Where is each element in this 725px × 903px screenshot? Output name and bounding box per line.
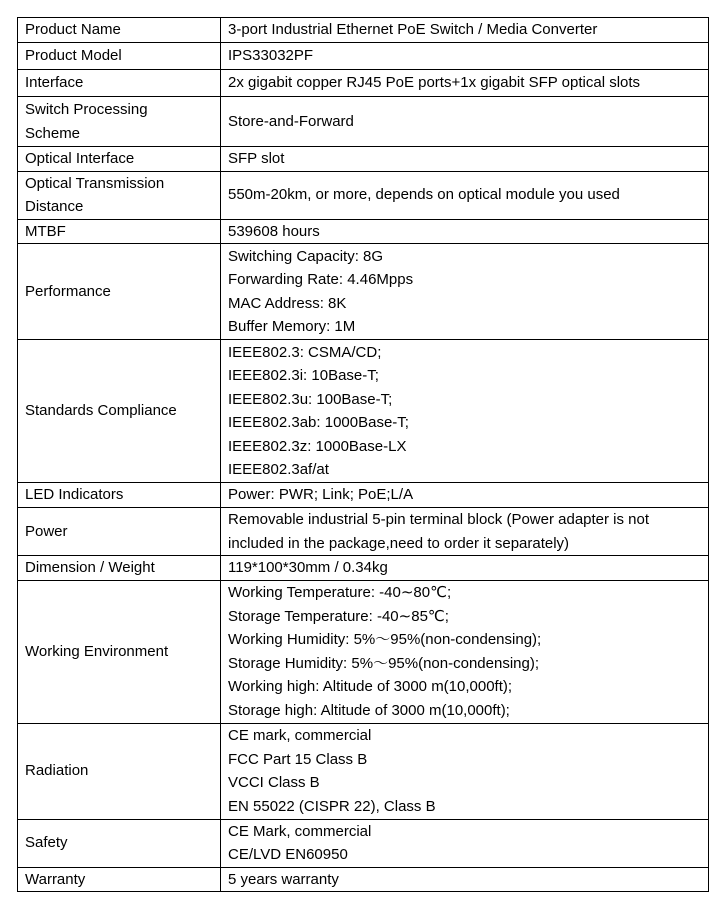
spec-value: [221, 723, 709, 819]
spec-value-line: included in the package,need to order it separately): [228, 534, 570, 552]
spec-label: [18, 867, 221, 892]
spec-label-text: Distance: [25, 198, 84, 215]
spec-label-text: Interface: [25, 74, 84, 92]
spec-label: [18, 97, 221, 147]
spec-value: [221, 819, 709, 867]
table-row: [18, 70, 709, 97]
table-row: [18, 340, 709, 483]
spec-value: [221, 244, 709, 340]
spec-value: [221, 483, 709, 508]
spec-label: [18, 70, 221, 97]
spec-value-line: Working Temperature: -40∼80℃;: [228, 584, 452, 601]
spec-label-text: Warranty: [25, 870, 86, 888]
spec-value: [221, 70, 709, 97]
spec-label-text: Dimension / Weight: [25, 559, 155, 576]
spec-label-text: LED Indicators: [25, 486, 124, 504]
spec-value: [221, 147, 709, 172]
spec-value-line: FCC Part 15 Class B: [228, 750, 368, 768]
table-row: [18, 483, 709, 508]
table-row: [18, 867, 709, 892]
spec-label-text: Performance: [25, 282, 111, 300]
spec-label-text: Standards Compliance: [25, 402, 177, 420]
spec-value: [221, 556, 709, 581]
spec-label: [18, 819, 221, 867]
spec-value-line: IPS33032PF: [228, 47, 314, 65]
table-row: [18, 244, 709, 340]
spec-value-line: EN 55022 (CISPR 22), Class B: [228, 797, 436, 815]
spec-value-line: IEEE802.3: CSMA/CD;: [228, 343, 382, 361]
spec-value: [221, 340, 709, 483]
table-row: [18, 171, 709, 219]
table-row: [18, 97, 709, 147]
spec-value-line: Store-and-Forward: [228, 112, 354, 130]
spec-value-line: CE/LVD EN60950: [228, 846, 348, 863]
spec-value-line: MAC Address: 8K: [228, 294, 347, 312]
table-row: [18, 219, 709, 244]
spec-value-line: IEEE802.3u: 100Base-T;: [228, 390, 393, 408]
table-row: [18, 147, 709, 172]
spec-label: [18, 508, 221, 556]
spec-label: [18, 556, 221, 581]
spec-value-line: Working high: Altitude of 3000 m(10,000ft);: [228, 678, 513, 695]
table-row: [18, 819, 709, 867]
spec-value: [221, 867, 709, 892]
spec-label: [18, 244, 221, 340]
spec-label: [18, 723, 221, 819]
table-row: [18, 580, 709, 723]
spec-value-line: IEEE802.3i: 10Base-T;: [228, 367, 379, 384]
spec-label-text: Safety: [25, 834, 68, 852]
spec-label-text: Optical Transmission: [25, 174, 165, 192]
spec-label: [18, 18, 221, 43]
spec-table: [17, 17, 709, 892]
spec-value-line: CE Mark, commercial: [228, 822, 372, 840]
spec-label-text: Working Environment: [25, 642, 169, 660]
spec-value-line: Removable industrial 5-pin terminal block (Power adapter is not: [228, 511, 650, 528]
spec-label-text: Product Name: [25, 21, 121, 39]
spec-value: [221, 18, 709, 43]
spec-value: [221, 43, 709, 70]
table-row: [18, 508, 709, 556]
spec-label: [18, 483, 221, 508]
spec-value: [221, 97, 709, 147]
spec-value-line: 539608 hours: [228, 222, 320, 240]
spec-value: [221, 508, 709, 556]
spec-label-text: Scheme: [25, 124, 81, 142]
spec-label: [18, 171, 221, 219]
spec-value: [221, 580, 709, 723]
spec-value-line: 550m-20km, or more, depends on optical module you used: [228, 186, 620, 204]
table-row: [18, 18, 709, 43]
spec-value-line: Working Humidity: 5%～95%(non-condensing);: [228, 631, 542, 648]
spec-label-text: Product Model: [25, 47, 122, 65]
table-row: [18, 723, 709, 819]
spec-value-line: CE mark, commercial: [228, 727, 372, 744]
spec-value-line: Forwarding Rate: 4.46Mpps: [228, 271, 414, 288]
spec-label-text: Optical Interface: [25, 150, 135, 167]
spec-value-line: 5 years warranty: [228, 870, 339, 888]
spec-value-line: Storage high: Altitude of 3000 m(10,000ft);: [228, 701, 510, 719]
spec-value-line: 119*100*30mm / 0.34kg: [228, 559, 388, 576]
table-row: [18, 556, 709, 581]
spec-value-line: IEEE802.3z: 1000Base-LX: [228, 437, 407, 455]
spec-label: [18, 147, 221, 172]
spec-label-text: Switch Processing: [25, 101, 148, 118]
spec-label: [18, 340, 221, 483]
spec-value-line: Power: PWR; Link; PoE;L/A: [228, 486, 414, 504]
spec-value: [221, 171, 709, 219]
spec-value-line: IEEE802.3af/at: [228, 461, 329, 478]
table-row: [18, 43, 709, 70]
spec-label-text: Power: [25, 522, 68, 540]
spec-label-text: MTBF: [25, 222, 66, 240]
spec-value-line: Buffer Memory: 1M: [228, 318, 356, 335]
spec-value-line: 3-port Industrial Ethernet PoE Switch / Media Converter: [228, 21, 598, 39]
spec-value-line: VCCI Class B: [228, 774, 320, 791]
spec-value-line: Storage Humidity: 5%～95%(non-condensing);: [228, 654, 539, 672]
spec-value-line: SFP slot: [228, 150, 285, 167]
spec-value: [221, 219, 709, 244]
spec-label: [18, 43, 221, 70]
spec-label: [18, 580, 221, 723]
spec-value-line: Storage Temperature: -40∼85℃;: [228, 607, 449, 625]
spec-value-line: Switching Capacity: 8G: [228, 247, 384, 265]
spec-value-line: 2x gigabit copper RJ45 PoE ports+1x gigabit SFP optical slots: [228, 74, 641, 92]
spec-value-line: IEEE802.3ab: 1000Base-T;: [228, 414, 409, 431]
spec-label-text: Radiation: [25, 762, 89, 780]
spec-label: [18, 219, 221, 244]
